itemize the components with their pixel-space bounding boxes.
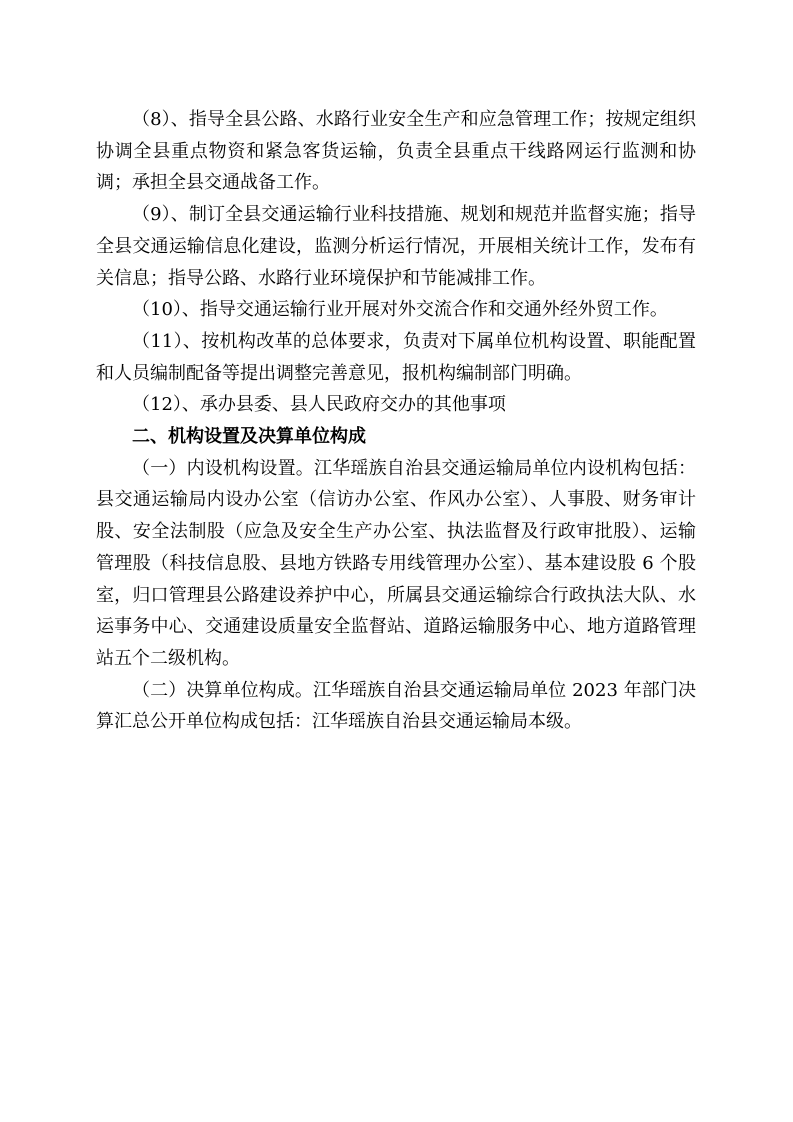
paragraph-item-8: （8）、指导全县公路、水路行业安全生产和应急管理工作；按规定组织协调全县重点物资和紧急客货运输，负责全县重点干线路网运行监测和协调；承担全县交通战备工作。 [96, 109, 696, 194]
section-heading: 二、机构设置及决算单位构成 [132, 426, 366, 448]
document-body [96, 104, 696, 738]
paragraph-item-10: （10）、指导交通运输行业开展对外交流合作和交通外经外贸工作。 [132, 299, 668, 321]
paragraph-item-12: （12）、承办县委、县人民政府交办的其他事项 [132, 394, 506, 416]
paragraph-internal-structure: （一）内设机构设置。江华瑶族自治县交通运输局单位内设机构包括：县交通运输局内设办公室（信访办公室、作风办公室）、人事股、财务审计股、安全法制股（应急及安全生产办公室、执法监督及行政审批股）、运输管理股（科技信息股、县地方铁路专用线管理办公室）、基本建设股 6 个股室，归口管理县公路建设养护中心，所属县交通运输综合行政执法大队、水运事务中心、交通建设质量安全监督站、道路运输服务中心、地方道路管理站五个二级机构。 [96, 457, 696, 669]
paragraph-item-11: （11）、按机构改革的总体要求，负责对下属单位机构设置、职能配置和人员编制配备等提出调整完善意见，报机构编制部门明确。 [96, 330, 696, 384]
paragraph-accounting-units: （二）决算单位构成。江华瑶族自治县交通运输局单位 2023 年部门决算汇总公开单位构成包括：江华瑶族自治县交通运输局本级。 [96, 679, 696, 733]
paragraph-item-9: （9）、制订全县交通运输行业科技措施、规划和规范并监督实施；指导全县交通运输信息化建设，监测分析运行情况，开展相关统计工作，发布有关信息；指导公路、水路行业环境保护和节能减排工作。 [96, 204, 696, 289]
